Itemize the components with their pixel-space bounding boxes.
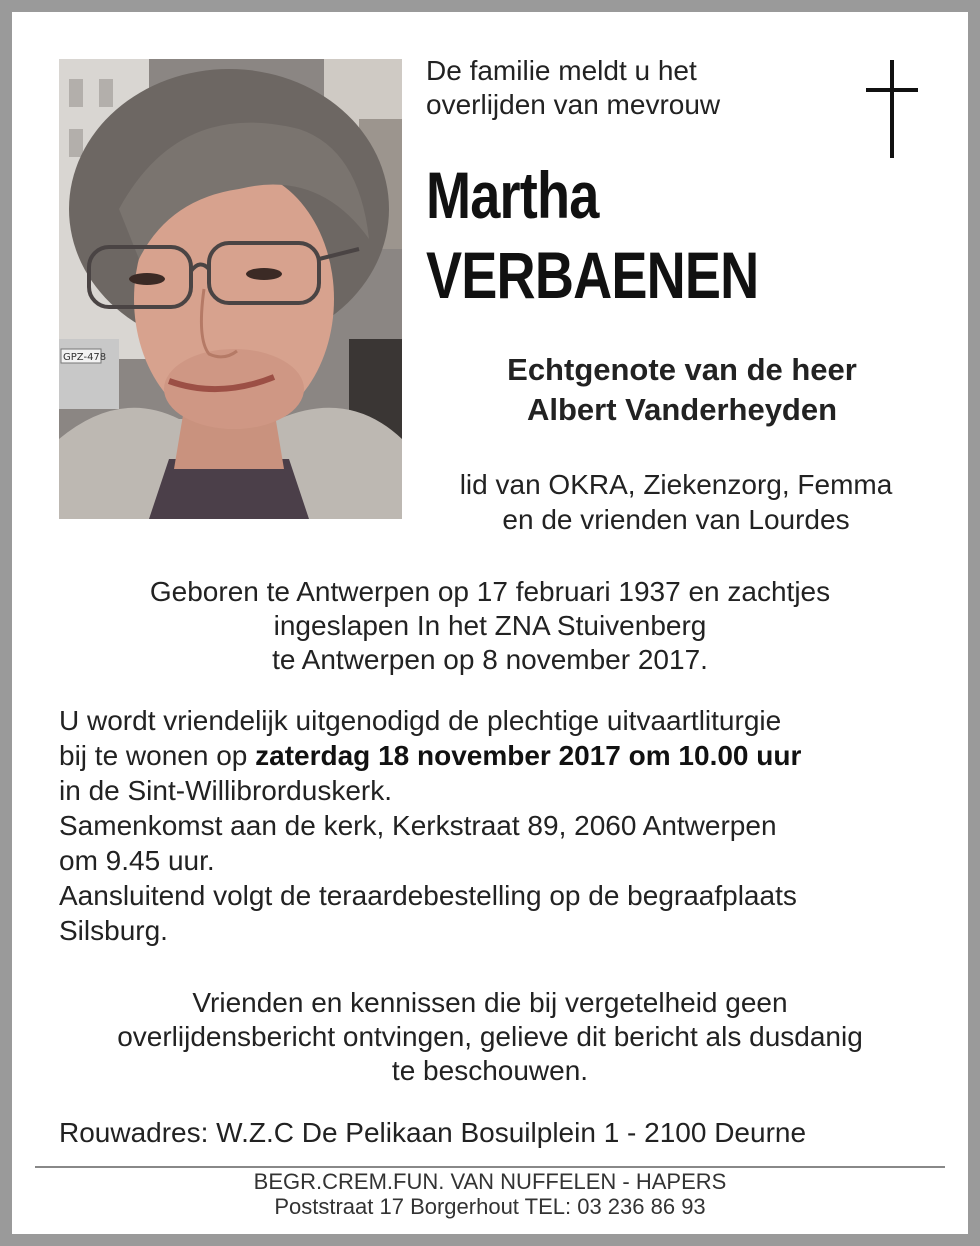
undertaker-line-1: BEGR.CREM.FUN. VAN NUFFELEN - HAPERS (253, 1169, 727, 1194)
spouse-line-2: Albert Vanderheyden (526, 392, 838, 427)
invite-line-6: Aansluitend volgt de teraardebestelling op de begraafplaats (59, 880, 797, 911)
plate-text: GPZ-478 (63, 352, 107, 363)
spouse-info (432, 350, 932, 430)
birth-line-1: Geboren te Antwerpen op 17 februari 1937 en zachtjes (149, 576, 831, 607)
birth-line-2: ingeslapen In het ZNA Stuivenberg (273, 610, 707, 641)
invite-line-5: om 9.45 uur. (59, 845, 215, 876)
friends-line-2: overlijdensbericht ontvingen, gelieve dit bericht als dusdanig (117, 1021, 863, 1052)
membership-info (426, 467, 926, 537)
birth-death-info (42, 575, 938, 677)
divider (35, 1166, 945, 1168)
portrait-photo (59, 59, 402, 519)
invite-line-2 (59, 738, 939, 773)
friends-line-1: Vrienden en kennissen die bij vergetelheid geen (192, 987, 788, 1018)
birth-line-3: te Antwerpen op 8 november 2017. (272, 644, 708, 675)
invite-line-2-prefix: bij te wonen op (59, 740, 256, 771)
membership-line-2: en de vrienden van Lourdes (502, 504, 850, 535)
funeral-invitation (59, 703, 939, 948)
undertaker-info (35, 1169, 945, 1219)
friends-line-3: te beschouwen. (391, 1055, 589, 1086)
membership-line-1: lid van OKRA, Ziekenzorg, Femma (459, 469, 893, 500)
cross-icon (862, 60, 922, 160)
first-name: Martha (426, 158, 599, 232)
intro-text (426, 54, 720, 122)
invite-line-7: Silsburg. (59, 915, 168, 946)
obituary-card (12, 12, 968, 1234)
intro-line-1: De familie meldt u het (426, 55, 697, 86)
invite-line-4: Samenkomst aan de kerk, Kerkstraat 89, 2060 Antwerpen (59, 810, 777, 841)
invite-line-1: U wordt vriendelijk uitgenodigd de plechtige uitvaartliturgie (59, 705, 782, 736)
last-name: VERBAENEN (426, 238, 759, 312)
mourning-address: Rouwadres: W.Z.C De Pelikaan Bosuilplein 1 - 2100 Deurne (59, 1117, 807, 1148)
invite-line-3: in de Sint-Willibrorduskerk. (59, 775, 392, 806)
spouse-line-1: Echtgenote van de heer (507, 352, 857, 387)
funeral-date-time: zaterdag 18 november 2017 om 10.00 uur (255, 740, 802, 771)
friends-notice (42, 986, 938, 1088)
undertaker-line-2: Poststraat 17 Borgerhout TEL: 03 236 86 93 (274, 1194, 706, 1219)
intro-line-2: overlijden van mevrouw (426, 89, 721, 120)
